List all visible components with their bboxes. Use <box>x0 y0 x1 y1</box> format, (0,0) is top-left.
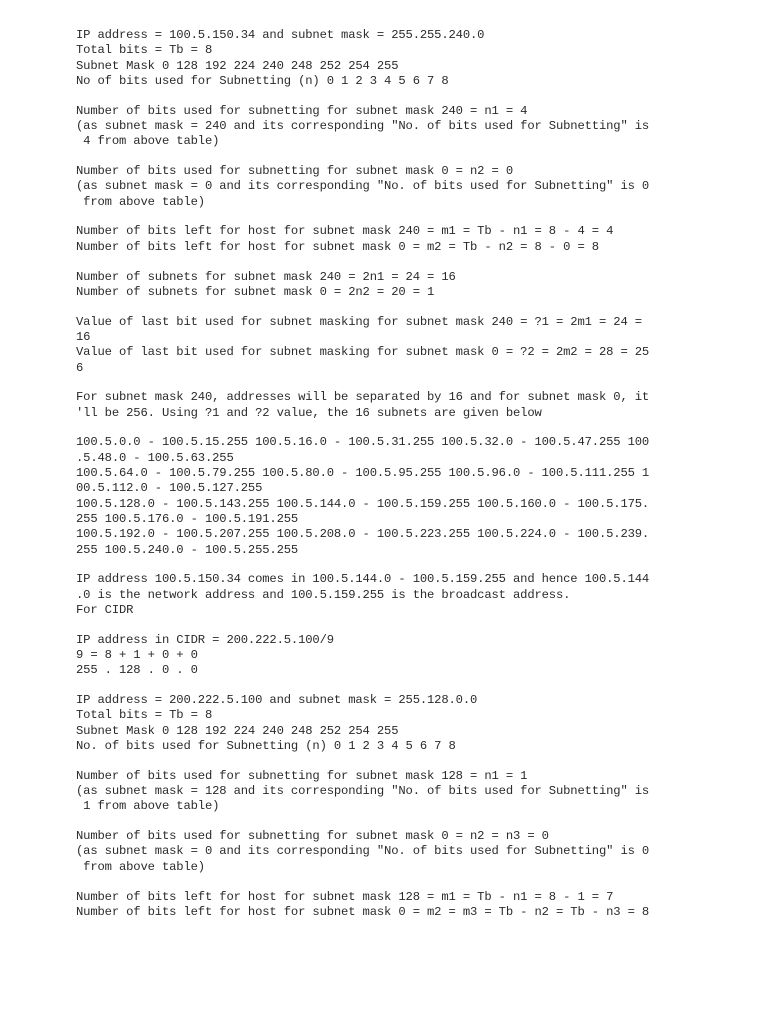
text-line: 100.5.128.0 - 100.5.143.255 100.5.144.0 - 100.5.159.255 100.5.160.0 - 100.5.175. <box>76 496 650 511</box>
text-line: Number of bits used for subnetting for subnet mask 0 = n2 = 0 <box>76 164 513 179</box>
text-line: 00.5.112.0 - 100.5.127.255 <box>76 481 263 496</box>
text-line: Value of last bit used for subnet masking for subnet mask 240 = ?1 = 2m1 = 24 = <box>76 314 642 329</box>
text-paragraph <box>76 28 696 89</box>
text-line: IP address = 100.5.150.34 and subnet mask = 255.255.240.0 <box>76 28 485 42</box>
text-line: For CIDR <box>76 602 134 617</box>
text-line: .5.48.0 - 100.5.63.255 <box>76 450 234 465</box>
text-line: 255 . 128 . 0 . 0 <box>76 663 198 678</box>
text-line: from above table) <box>76 859 205 874</box>
text-line: 4 from above table) <box>76 134 220 149</box>
text-line: No of bits used for Subnetting (n) 0 1 2 3 4 5 6 7 8 <box>76 73 449 88</box>
text-paragraph <box>76 435 696 557</box>
text-line: (as subnet mask = 128 and its corresponding "No. of bits used for Subnetting" is <box>76 784 650 799</box>
text-line: 255 100.5.176.0 - 100.5.191.255 <box>76 511 299 526</box>
text-paragraph <box>76 693 696 754</box>
text-line: Number of bits left for host for subnet mask 0 = m2 = m3 = Tb - n2 = Tb - n3 = 8 <box>76 904 650 919</box>
document-page <box>76 28 696 935</box>
text-line: Number of subnets for subnet mask 240 = 2n1 = 24 = 16 <box>76 269 456 284</box>
text-paragraph <box>76 315 696 376</box>
text-line: 100.5.192.0 - 100.5.207.255 100.5.208.0 - 100.5.223.255 100.5.224.0 - 100.5.239. <box>76 527 650 542</box>
text-line: IP address in CIDR = 200.222.5.100/9 <box>76 632 334 647</box>
text-line: 255 100.5.240.0 - 100.5.255.255 <box>76 542 299 557</box>
text-line: Number of subnets for subnet mask 0 = 2n2 = 20 = 1 <box>76 284 435 299</box>
text-line: from above table) <box>76 194 205 209</box>
text-line: Subnet Mask 0 128 192 224 240 248 252 254 255 <box>76 723 399 738</box>
text-line: 9 = 8 + 1 + 0 + 0 <box>76 648 198 662</box>
text-line: (as subnet mask = 240 and its corresponding "No. of bits used for Subnetting" is <box>76 118 650 133</box>
text-paragraph <box>76 572 696 618</box>
text-paragraph <box>76 270 696 301</box>
text-line: Number of bits left for host for subnet mask 128 = m1 = Tb - n1 = 8 - 1 = 7 <box>76 889 614 904</box>
text-line: 16 <box>76 329 91 344</box>
text-paragraph <box>76 390 696 421</box>
text-paragraph <box>76 164 696 210</box>
text-line: (as subnet mask = 0 and its corresponding "No. of bits used for Subnetting" is 0 <box>76 179 650 194</box>
text-line: For subnet mask 240, addresses will be separated by 16 and for subnet mask 0, it <box>76 390 650 405</box>
text-line: No. of bits used for Subnetting (n) 0 1 2 3 4 5 6 7 8 <box>76 738 456 753</box>
text-line: .0 is the network address and 100.5.159.255 is the broadcast address. <box>76 587 571 602</box>
text-line: Total bits = Tb = 8 <box>76 708 213 723</box>
text-paragraph <box>76 890 696 921</box>
text-line: 100.5.64.0 - 100.5.79.255 100.5.80.0 - 100.5.95.255 100.5.96.0 - 100.5.111.255 1 <box>76 466 650 481</box>
text-paragraph <box>76 829 696 875</box>
text-paragraph <box>76 104 696 150</box>
text-line: Value of last bit used for subnet masking for subnet mask 0 = ?2 = 2m2 = 28 = 25 <box>76 345 650 360</box>
text-line: 1 from above table) <box>76 799 220 814</box>
text-line: IP address 100.5.150.34 comes in 100.5.144.0 - 100.5.159.255 and hence 100.5.144 <box>76 572 650 587</box>
text-line: Number of bits used for subnetting for subnet mask 128 = n1 = 1 <box>76 768 528 783</box>
text-line: 'll be 256. Using ?1 and ?2 value, the 16 subnets are given below <box>76 405 542 420</box>
text-line: Total bits = Tb = 8 <box>76 43 213 58</box>
text-paragraph <box>76 769 696 815</box>
text-line: Number of bits left for host for subnet mask 0 = m2 = Tb - n2 = 8 - 0 = 8 <box>76 239 599 254</box>
text-paragraph <box>76 633 696 679</box>
text-line: 6 <box>76 360 84 375</box>
text-line: Subnet Mask 0 128 192 224 240 248 252 254 255 <box>76 58 399 73</box>
text-line: Number of bits used for subnetting for subnet mask 240 = n1 = 4 <box>76 103 528 118</box>
text-line: 100.5.0.0 - 100.5.15.255 100.5.16.0 - 100.5.31.255 100.5.32.0 - 100.5.47.255 100 <box>76 435 650 450</box>
text-line: IP address = 200.222.5.100 and subnet mask = 255.128.0.0 <box>76 693 478 708</box>
text-paragraph <box>76 224 696 255</box>
text-line: (as subnet mask = 0 and its corresponding "No. of bits used for Subnetting" is 0 <box>76 844 650 859</box>
text-line: Number of bits used for subnetting for subnet mask 0 = n2 = n3 = 0 <box>76 829 549 844</box>
text-line: Number of bits left for host for subnet mask 240 = m1 = Tb - n1 = 8 - 4 = 4 <box>76 224 614 239</box>
